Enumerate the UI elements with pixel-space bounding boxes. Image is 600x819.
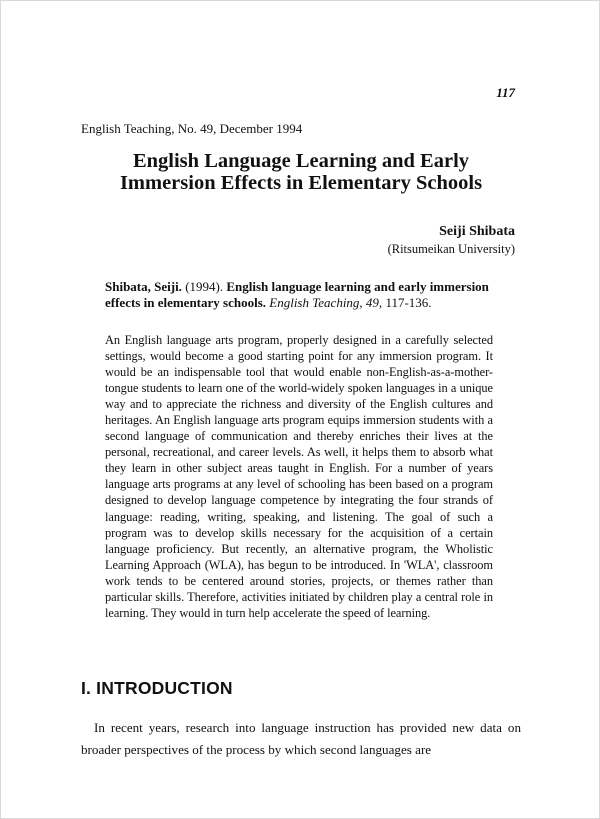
citation-journal: English Teaching, 49, bbox=[266, 295, 383, 310]
author-name: Seiji Shibata bbox=[439, 224, 515, 239]
citation-year: (1994). bbox=[181, 279, 227, 294]
intro-paragraph-text: In recent years, research into language instruction has provided new data on broader perspectives of the process by which second languages are bbox=[81, 720, 521, 757]
abstract-text: An English language arts program, properly designed in a carefully selected settings, would become a good starting point for any immersion program. It would be an indispensable tool that would enable non-English-as-a-mother-tongue students to learn one of the world-widely spoken languages in a unique way and to appreciate the richness and diversity of the English cultures and heritages. An English language arts program equips immersion students with a second language of communication and thereby enriches their lives at the personal, recreational, and career levels. As well, it helps them to absorb what they learn in other subject areas taught in English. For a number of years language arts programs at any level of schooling has been based on a program designed to develop language competence by integrating the four strands of language: reading, writing, speaking, and listening. The goal of such a program was to develop skills necessary for the acquisition of a certain language proficiency. But recently, an alternative program, the Wholistic Learning Approach (WLA), has begun to be introduced. In 'WLA', classroom work tends to be centered around stories, projects, or themes rather than particular skills. Therefore, activities initiated by children play a central role in learning. They would in turn help accelerate the speed of learning. bbox=[105, 333, 493, 620]
author-affiliation: (Ritsumeikan University) bbox=[387, 242, 515, 256]
title-line-1: English Language Learning and Early bbox=[132, 150, 470, 172]
page-number: 117 bbox=[496, 85, 515, 100]
journal-line: English Teaching, No. 49, December 1994 bbox=[81, 121, 303, 136]
citation-author: Shibata, Seiji. bbox=[105, 279, 182, 294]
citation-pages: 117-136. bbox=[382, 295, 432, 310]
section-heading: I. INTRODUCTION bbox=[81, 678, 233, 698]
intro-paragraph bbox=[81, 717, 521, 761]
citation bbox=[105, 279, 501, 311]
citation-title: English language learning and early immersion effects in elementary schools. bbox=[105, 279, 489, 310]
article-title bbox=[61, 150, 541, 194]
title-line-2: Immersion Effects in Elementary Schools bbox=[119, 172, 483, 194]
